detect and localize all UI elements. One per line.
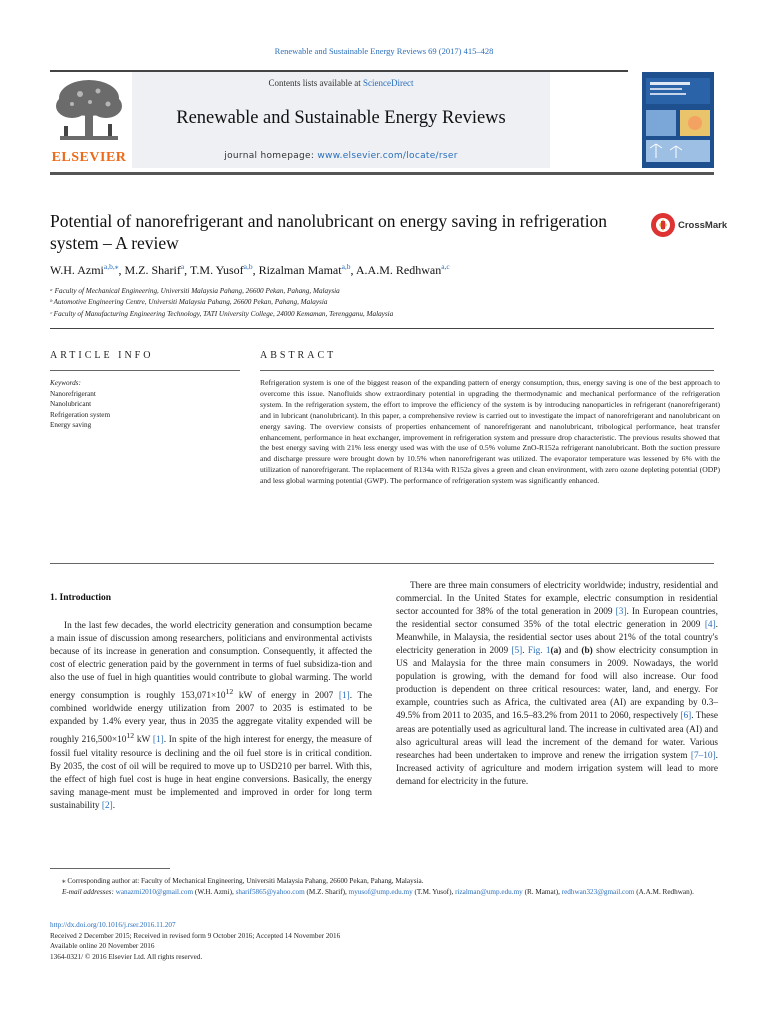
author-affiliation-marker[interactable]: a,c — [441, 262, 450, 271]
reference-link[interactable]: [5] — [511, 646, 523, 657]
reference-link[interactable]: [1] — [338, 691, 350, 702]
journal-cover-image[interactable] — [642, 72, 714, 168]
author-affiliation-marker[interactable]: a — [180, 262, 185, 271]
article-info-rule — [50, 370, 240, 371]
reference-link[interactable]: [7–10] — [690, 750, 716, 761]
text-run: . Increased activity of agriculture and modern irrigation system will lead to more demand for electricity in the future. — [396, 750, 718, 787]
email-link[interactable]: rizalman@ump.edu.my — [455, 887, 523, 896]
abstract-rule — [260, 370, 714, 371]
crossmark-badge[interactable] — [650, 212, 728, 240]
text-run: . The combined worldwide energy utilization from 2007 to 2035 is estimated to be expanded by 1.4% every year, thus in 2035 the aggregate vitality expended will be roughly 216,500×10 — [50, 691, 372, 746]
affiliation-divider — [50, 328, 714, 329]
text-run: kW of energy in 2007 — [233, 691, 339, 702]
affiliation-c: ᶜ Faculty of Manufacturing Engineering Technology, TATI University College, 24000 Kemaman, Terengganu, Malaysia — [50, 309, 394, 318]
abstract-divider — [50, 563, 714, 564]
email-label: E-mail addresses: — [62, 887, 114, 896]
superscript: 12 — [225, 687, 234, 697]
article-info-heading: ARTICLE INFO — [50, 350, 154, 361]
email-link[interactable]: wanazmi2010@gmail.com — [115, 887, 194, 896]
received-dates: Received 2 December 2015; Received in revised form 9 October 2016; Accepted 14 November 2016 — [50, 931, 341, 940]
elsevier-wordmark: ELSEVIER — [51, 150, 127, 165]
email-link[interactable]: sharif5865@yahoo.com — [235, 887, 305, 896]
author-separator: , — [350, 263, 356, 277]
text-run: kW — [134, 735, 153, 746]
text-run: show electricity consumption in US and Malaysia for the three main consumers in 2009. Nowadays, the world population is growing, with the demand for food will also increase. Our food production is dependent on three critical resources: water, land, and energy. For example, countries such as Africa, the cultivated area (AI) are expanding by 0.3–49.5% from 2011 to 2035, and 16.5–83.2% from 2011 to 2060, respectively — [396, 646, 719, 722]
masthead — [50, 72, 628, 168]
text-run: . These areas are potentially used as agricultural land. The increase in cultivated area (AI) and also agricultural areas will lead the increment of the demand for water. Various researches had been undertaken to improve and renew the irrigation system — [396, 711, 718, 761]
author-name[interactable]: Rizalman Mamat — [258, 263, 342, 277]
author-name[interactable]: T.M. Yusof — [189, 263, 244, 277]
homepage-prefix: journal homepage: — [224, 151, 318, 161]
paragraph — [50, 620, 372, 813]
author-name[interactable]: M.Z. Sharif — [124, 263, 181, 277]
reference-link[interactable]: [1] — [152, 735, 164, 746]
keyword-item: Refrigeration system — [50, 410, 111, 419]
email-link[interactable]: redhwan323@gmail.com — [561, 887, 635, 896]
author-separator: , — [118, 263, 125, 277]
figure-panel-label: (b) — [581, 646, 593, 657]
text-run: There are three main consumers of electricity worldwide; industry, residential and commercial. In the United States for example, electric consumption in residential sector accounted for 38% of the total generation in 2009 — [396, 581, 718, 618]
keyword-item: Energy saving — [50, 421, 92, 429]
figure-link[interactable]: Fig. 1 — [527, 646, 551, 657]
journal-cover-icon — [642, 72, 714, 168]
author-affiliation-marker[interactable]: a,b,⁎ — [103, 262, 119, 271]
email-link[interactable]: myusof@ump.edu.my — [348, 887, 413, 896]
journal-title: Renewable and Sustainable Energy Reviews — [176, 108, 506, 128]
text-run: . — [112, 800, 116, 811]
text-run: In the last few decades, the world electricity generation and consumption became a main issue of discussion among researchers, politicians and environmental activists because of its increase in generation and consumption. Consequently, it affected the cost of electric generation paid by the government in terms of fuel subsidiza-tion and also the use of fuel in high quantities would contribute to global warming. The world energy consumption is roughly 153,071×10 — [50, 621, 372, 702]
author-name[interactable]: W.H. Azmi — [50, 263, 104, 277]
keyword-item: Nanolubricant — [50, 400, 92, 408]
body-column-left — [50, 620, 372, 813]
author-name[interactable]: A.A.M. Redhwan — [355, 263, 442, 277]
crossmark-label: CrossMark — [678, 220, 728, 231]
keywords-label: Keywords: — [50, 379, 81, 387]
homepage-line — [132, 151, 550, 161]
footnote-rule — [50, 868, 170, 869]
contents-line — [132, 78, 550, 88]
corresponding-author-note: ⁎ Corresponding author at: Faculty of Mechanical Engineering, Universiti Malaysia Pahang, 26600 Pekan, Pahang, Malaysia. — [62, 877, 424, 885]
email-owner: (W.H. Azmi), — [193, 887, 236, 896]
affiliation-a: ᵃ Faculty of Mechanical Engineering, Universiti Malaysia Pahang, 26600 Pekan, Pahang, Malaysia — [50, 287, 340, 295]
section-heading-introduction: 1. Introduction — [50, 593, 112, 603]
keywords-block — [50, 378, 240, 431]
email-owner: (T.M. Yusof), — [412, 887, 456, 896]
body-column-right — [396, 580, 718, 789]
reference-link[interactable]: [3] — [615, 607, 627, 618]
doi-link[interactable]: http://dx.doi.org/10.1016/j.rser.2016.11.207 — [50, 921, 176, 929]
email-owner: (A.A.M. Redhwan). — [634, 887, 694, 896]
email-owner: (M.Z. Sharif), — [304, 887, 349, 896]
abstract-text: Refrigeration system is one of the biggest reason of the expanding pattern of energy consumption, thus, energy saving is one of the best approach to overcome this issue. Nanofluids show extraordinary potential in upgrading the thermodynamic and mechanical performance of the refrigeration system. In the refrigeration system, the effort to improve the efficiency of the system is by introducing nanoparticles in refrigerant (nanorefrigerant) and in lubricant (nanolubricant). In this paper, a comprehensive review is carried out to investigate the impact of nanorefrigerant and nanolubricant on energy saving. The overview consists of properties enhancement of nanorefrigerant and nanolubricant, tribological performance, heat transfer enhancement, performance in heat exchanger, improvement in refrigeration system and pressure drop characteristic. The previous results showed that the best energy saving with 21% less energy used was with the use of 0.5% volume ZnO-R152a refrigerant nanolubricant. Both the suction pressure and discharge pressure were brought down by 10.5% when nanorefrigerant was utilized. The evaporator temperature was lessened by 6% with the utilization of nanorefrigerant. The replacement of R134a with R152a gives a green and clean environment, with zero ozone depleting potential (ODP) and less global warming potential (GWP). The performance of refrigeration system was significantly enhanced. — [260, 378, 720, 486]
affiliation-b: ᵇ Automotive Engineering Centre, Universiti Malaysia Pahang, 26600 Pekan, Pahang, Malaysia — [50, 298, 328, 307]
affiliations — [50, 286, 710, 320]
publication-details — [50, 920, 718, 962]
text-run: . — [522, 646, 528, 657]
contents-prefix: Contents lists available at — [268, 78, 363, 88]
reference-link[interactable]: [4] — [704, 620, 716, 631]
email-addresses — [50, 887, 718, 898]
author-affiliation-marker[interactable]: a,b — [243, 262, 253, 271]
copyright-line: 1364-0321/ © 2016 Elsevier Ltd. All rights reserved. — [50, 952, 203, 961]
masthead-bottom-rule — [50, 172, 714, 175]
email-owner: (R. Mamat), — [522, 887, 562, 896]
homepage-link[interactable]: www.elsevier.com/locate/rser — [317, 151, 458, 161]
footnotes — [50, 876, 718, 897]
text-run: . In spite of the high interest for energy, the measure of fossil fuel vitality resource is declining and the oil fuel store is in critical condition. By 2035, the cost of oil will be required to move up to USD210 per barrel. With this, the effect of high fuel cost is huge in heat engine conversions. Basically, the energy saving manage-ment must be implemented and improved in order for long term sustainability — [50, 735, 372, 811]
elsevier-logo[interactable] — [50, 76, 128, 168]
superscript: 12 — [126, 731, 135, 741]
author-separator: , — [184, 263, 190, 277]
author-separator: , — [252, 263, 259, 277]
crossmark-icon — [650, 212, 676, 238]
available-online: Available online 20 November 2016 — [50, 942, 155, 950]
text-run: . Meanwhile, in Malaysia, the residential sector uses about 21% of the total country's electricity generation in 2009 — [396, 620, 718, 657]
figure-panel-label: (a) — [550, 646, 562, 657]
journal-reference[interactable]: Renewable and Sustainable Energy Reviews 69 (2017) 415–428 — [274, 46, 494, 56]
reference-link[interactable]: [6] — [680, 711, 692, 722]
paragraph — [396, 580, 718, 789]
author-list — [50, 262, 710, 278]
reference-link[interactable]: [2] — [101, 800, 113, 811]
elsevier-tree-icon — [50, 76, 128, 148]
author-affiliation-marker[interactable]: a,b — [341, 262, 351, 271]
text-run: . In European countries, the residential sector consumed 35% of the total electric generation in 2009 — [396, 607, 718, 631]
sciencedirect-link[interactable]: ScienceDirect — [363, 78, 414, 88]
abstract-heading: ABSTRACT — [260, 350, 337, 361]
article-title: Potential of nanorefrigerant and nanolubricant on energy saving in refrigeration system – A review — [50, 211, 608, 253]
keyword-item: Nanorefrigerant — [50, 389, 96, 398]
text-run: and — [561, 646, 582, 657]
